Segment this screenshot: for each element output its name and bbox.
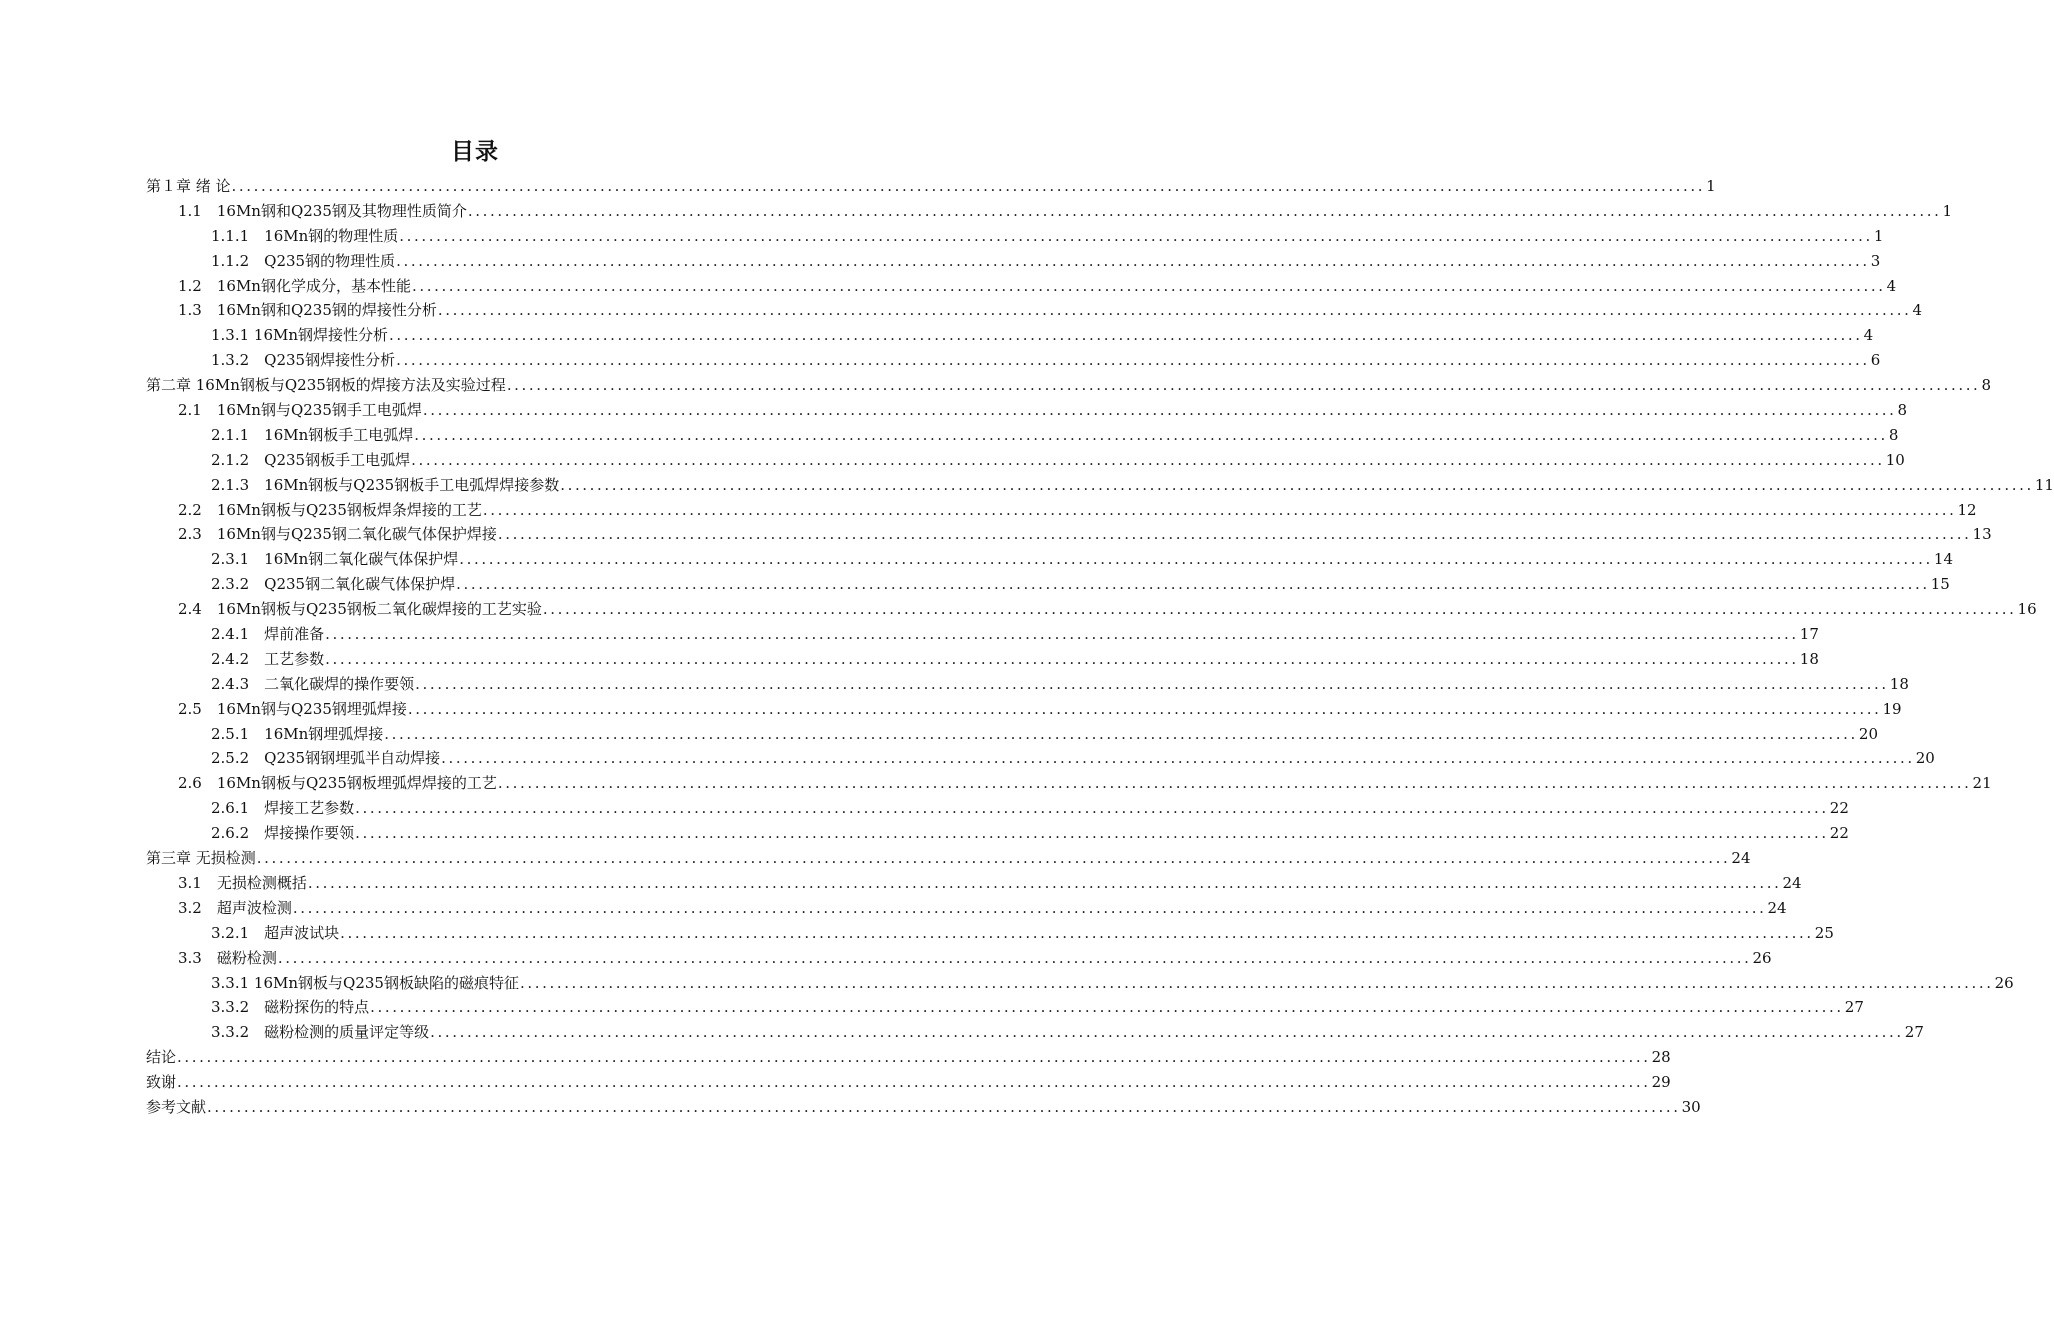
toc-page-number: 1 <box>1706 177 1716 195</box>
toc-dot-leader: ........................................................................................................................................................................................................ <box>396 351 1870 370</box>
toc-dot-leader: ........................................................................................................................................................................................................ <box>370 998 1844 1017</box>
toc-dot-leader: ........................................................................................................................................................................................................ <box>411 450 1885 469</box>
toc-entry-title: 2.3.1 16Mn钢二氧化碳气体保护焊 <box>211 550 459 569</box>
toc-entry-title: 2.6.1 焊接工艺参数 <box>211 799 355 818</box>
toc-dot-leader: ........................................................................................................................................................................................................ <box>467 201 1942 220</box>
toc-entry-title: 结论 <box>146 1048 177 1067</box>
toc-page-number: 28 <box>1651 1048 1671 1067</box>
toc-dot-leader: ........................................................................................................................................................................................................ <box>414 425 1888 444</box>
toc-page-number: 1 <box>1942 201 1953 220</box>
toc-entry-title: 2.1.2 Q235钢板手工电弧焊 <box>211 450 411 469</box>
toc-page-number: 4 <box>1863 326 1874 345</box>
toc-entry[interactable] <box>146 846 1751 871</box>
toc-entry-title: 2.1.1 16Mn钢板手工电弧焊 <box>211 425 414 444</box>
toc-dot-leader: ........................................................................................................................................................................................................ <box>177 1073 1651 1092</box>
toc-dot-leader: ........................................................................................................................................................................................................ <box>399 226 1873 245</box>
toc-dot-leader: ........................................................................................................................................................................................................ <box>292 898 1767 917</box>
toc-page-number: 8 <box>1897 401 1908 420</box>
toc-page-number: 21 <box>1972 774 1992 793</box>
toc-page-number: 20 <box>1858 724 1878 743</box>
toc-dot-leader: ........................................................................................................................................................................................................ <box>355 824 1829 843</box>
toc-entry-title: 2.3 16Mn钢与Q235钢二氧化碳气体保护焊接 <box>178 525 497 544</box>
toc-entry-title: 第二章 16Mn钢板与Q235钢板的焊接方法及实验过程 <box>146 376 506 395</box>
toc-dot-leader: ........................................................................................................................................................................................................ <box>430 1023 1904 1042</box>
toc-entry-title: 3.3 磁粉检测 <box>178 948 277 967</box>
toc-dot-leader: ........................................................................................................................................................................................................ <box>277 948 1752 967</box>
toc-entry[interactable] <box>146 473 2054 498</box>
toc-page-number: 13 <box>1972 525 1992 544</box>
toc-dot-leader: ........................................................................................................................................................................................................ <box>497 774 1972 793</box>
toc-entry-title: 1.3 16Mn钢和Q235钢的焊接性分析 <box>178 301 437 320</box>
toc-entry-title: 2.4.2 工艺参数 <box>211 649 325 668</box>
toc-page-number: 26 <box>1752 948 1772 967</box>
toc-page-number: 22 <box>1829 824 1849 843</box>
toc-entry[interactable] <box>146 249 1881 274</box>
toc-page-number: 15 <box>1930 575 1950 594</box>
toc-entry-title: 1.3.1 16Mn钢焊接性分析 <box>211 326 389 345</box>
toc-entry[interactable] <box>146 373 1991 398</box>
toc-dot-leader: ........................................................................................................................................................................................................ <box>482 500 1957 519</box>
toc-dot-leader: ........................................................................................................................................................................................................ <box>422 401 1897 420</box>
toc-dot-leader: ........................................................................................................................................................................................................ <box>389 326 1863 345</box>
toc-entry-title: 2.4.3 二氧化碳焊的操作要领 <box>211 674 415 693</box>
toc-dot-leader: ........................................................................................................................................................................................................ <box>207 1097 1681 1116</box>
toc-entry[interactable] <box>146 498 1977 523</box>
toc-entry[interactable] <box>146 821 1849 846</box>
toc-entry-title: 3.2 超声波检测 <box>178 898 292 917</box>
toc-entry-title: 2.5.2 Q235钢钢埋弧半自动焊接 <box>211 749 441 768</box>
toc-entry[interactable] <box>146 1095 1701 1120</box>
toc-dot-leader: ........................................................................................................................................................................................................ <box>506 376 1981 395</box>
toc-entry-title: 2.1 16Mn钢与Q235钢手工电弧焊 <box>178 401 422 420</box>
toc-entry-title: 3.2.1 超声波试块 <box>211 923 340 942</box>
toc-entry[interactable] <box>146 622 1819 647</box>
toc-dot-leader: ........................................................................................................................................................................................................ <box>519 973 1994 992</box>
toc-page-number: 16 <box>2017 600 2037 619</box>
toc-entry-title: 2.4 16Mn钢板与Q235钢板二氧化碳焊接的工艺实验 <box>178 600 542 619</box>
toc-dot-leader: ........................................................................................................................................................................................................ <box>256 849 1731 868</box>
toc-dot-leader: ........................................................................................................................................................................................................ <box>396 251 1870 270</box>
toc-dot-leader: ........................................................................................................................................................................................................ <box>231 177 1706 195</box>
toc-entry[interactable] <box>146 597 2037 622</box>
toc-entry-title: 1.2 16Mn钢化学成分，基本性能 <box>178 276 411 295</box>
toc-dot-leader: ........................................................................................................................................................................................................ <box>497 525 1972 544</box>
toc-page-number: 25 <box>1814 923 1834 942</box>
toc-entry-title: 2.5.1 16Mn钢埋弧焊接 <box>211 724 384 743</box>
toc-entry-title: 3.3.2 磁粉检测的质量评定等级 <box>211 1023 430 1042</box>
toc-entry[interactable] <box>146 522 1992 547</box>
toc-entry[interactable] <box>146 946 1772 971</box>
toc-entry-title: 3.3.2 磁粉探伤的特点 <box>211 998 370 1017</box>
toc-page-number: 26 <box>1994 973 2014 992</box>
toc-title: 目录 <box>451 139 499 165</box>
toc-entry[interactable] <box>146 672 1909 697</box>
toc-entry[interactable] <box>146 1045 1671 1070</box>
toc-dot-leader: ........................................................................................................................................................................................................ <box>560 475 2034 494</box>
toc-entry[interactable] <box>146 572 1950 597</box>
toc-page-number: 17 <box>1799 625 1819 644</box>
toc-dot-leader: ........................................................................................................................................................................................................ <box>441 749 1915 768</box>
toc-page-number: 18 <box>1889 674 1909 693</box>
toc-entry-title: 2.2 16Mn钢板与Q235钢板焊条焊接的工艺 <box>178 500 482 519</box>
toc-page-number: 30 <box>1681 1097 1701 1116</box>
toc-entry[interactable] <box>146 796 1849 821</box>
toc-entry-title: 1.1.1 16Mn钢的物理性质 <box>211 226 399 245</box>
toc-entry[interactable] <box>146 224 1884 249</box>
toc-page-number: 20 <box>1915 749 1935 768</box>
toc-entry-title: 2.5 16Mn钢与Q235钢埋弧焊接 <box>178 699 407 718</box>
toc-list <box>146 174 2054 1120</box>
toc-dot-leader: ........................................................................................................................................................................................................ <box>177 1048 1651 1067</box>
toc-entry[interactable] <box>146 174 1716 199</box>
toc-page-number: 1 <box>1873 226 1884 245</box>
toc-page-number: 19 <box>1882 699 1902 718</box>
toc-page-number: 27 <box>1904 1023 1924 1042</box>
toc-dot-leader: ........................................................................................................................................................................................................ <box>407 699 1882 718</box>
toc-entry-title: 1.1.2 Q235钢的物理性质 <box>211 251 396 270</box>
toc-entry[interactable] <box>146 647 1819 672</box>
toc-entry[interactable] <box>146 323 1874 348</box>
toc-page-number: 18 <box>1799 649 1819 668</box>
toc-dot-leader: ........................................................................................................................................................................................................ <box>411 276 1886 295</box>
toc-entry[interactable] <box>146 298 1923 323</box>
toc-entry[interactable] <box>146 199 1953 224</box>
toc-entry-title: 2.3.2 Q235钢二氧化碳气体保护焊 <box>211 575 456 594</box>
toc-entry[interactable] <box>146 722 1878 747</box>
toc-entry[interactable] <box>146 921 1834 946</box>
toc-dot-leader: ........................................................................................................................................................................................................ <box>459 550 1933 569</box>
toc-dot-leader: ........................................................................................................................................................................................................ <box>325 625 1799 644</box>
toc-entry[interactable] <box>146 771 1992 796</box>
toc-page-number: 3 <box>1870 251 1881 270</box>
toc-entry-title: 2.4.1 焊前准备 <box>211 625 325 644</box>
toc-entry-title: 2.1.3 16Mn钢板与Q235钢板手工电弧焊焊接参数 <box>211 475 560 494</box>
toc-entry-title: 致谢 <box>146 1073 177 1092</box>
toc-page-number: 4 <box>1886 276 1897 295</box>
toc-page-number: 12 <box>1957 500 1977 519</box>
toc-entry[interactable] <box>146 1070 1671 1095</box>
toc-entry-title: 第１章 绪 论 <box>146 177 231 195</box>
toc-entry-title: 1.3.2 Q235钢焊接性分析 <box>211 351 396 370</box>
toc-entry[interactable] <box>146 547 1953 572</box>
toc-entry-title: 2.6.2 焊接操作要领 <box>211 824 355 843</box>
toc-entry[interactable] <box>146 398 1908 423</box>
toc-entry[interactable] <box>146 348 1881 373</box>
toc-page-number: 8 <box>1981 376 1991 395</box>
toc-dot-leader: ........................................................................................................................................................................................................ <box>355 799 1829 818</box>
toc-dot-leader: ........................................................................................................................................................................................................ <box>415 674 1889 693</box>
toc-page-number: 8 <box>1888 425 1899 444</box>
toc-entry-title: 1.1 16Mn钢和Q235钢及其物理性质简介 <box>178 201 467 220</box>
toc-entry-title: 2.6 16Mn钢板与Q235钢板埋弧焊焊接的工艺 <box>178 774 497 793</box>
toc-entry[interactable] <box>146 1020 1924 1045</box>
toc-page-number: 6 <box>1870 351 1881 370</box>
toc-entry[interactable] <box>146 697 1902 722</box>
toc-page-number: 24 <box>1731 849 1751 868</box>
toc-entry[interactable] <box>146 423 1899 448</box>
toc-page-number: 10 <box>1885 450 1905 469</box>
toc-entry-title: 3.1 无损检测概括 <box>178 873 307 892</box>
toc-dot-leader: ........................................................................................................................................................................................................ <box>307 873 1782 892</box>
toc-page-number: 4 <box>1912 301 1923 320</box>
toc-page-number: 11 <box>2034 475 2054 494</box>
toc-page-number: 24 <box>1782 873 1802 892</box>
toc-dot-leader: ........................................................................................................................................................................................................ <box>456 575 1930 594</box>
toc-page-number: 27 <box>1844 998 1864 1017</box>
toc-entry-title: 第三章 无损检测 <box>146 849 256 868</box>
toc-page-number: 29 <box>1651 1073 1671 1092</box>
toc-entry-title: 参考文献 <box>146 1097 207 1116</box>
toc-entry[interactable] <box>146 746 1935 771</box>
toc-page-number: 22 <box>1829 799 1849 818</box>
toc-entry[interactable] <box>146 274 1897 299</box>
toc-dot-leader: ........................................................................................................................................................................................................ <box>542 600 2017 619</box>
toc-dot-leader: ........................................................................................................................................................................................................ <box>437 301 1912 320</box>
toc-dot-leader: ........................................................................................................................................................................................................ <box>384 724 1858 743</box>
toc-dot-leader: ........................................................................................................................................................................................................ <box>340 923 1814 942</box>
toc-entry[interactable] <box>146 871 1802 896</box>
toc-entry-title: 3.3.1 16Mn钢板与Q235钢板缺陷的磁痕特征 <box>211 973 519 992</box>
toc-entry[interactable] <box>146 995 1864 1020</box>
toc-entry[interactable] <box>146 971 2014 996</box>
toc-entry[interactable] <box>146 896 1787 921</box>
toc-entry[interactable] <box>146 448 1905 473</box>
toc-page-number: 24 <box>1767 898 1787 917</box>
toc-dot-leader: ........................................................................................................................................................................................................ <box>325 649 1799 668</box>
toc-page-number: 14 <box>1933 550 1953 569</box>
